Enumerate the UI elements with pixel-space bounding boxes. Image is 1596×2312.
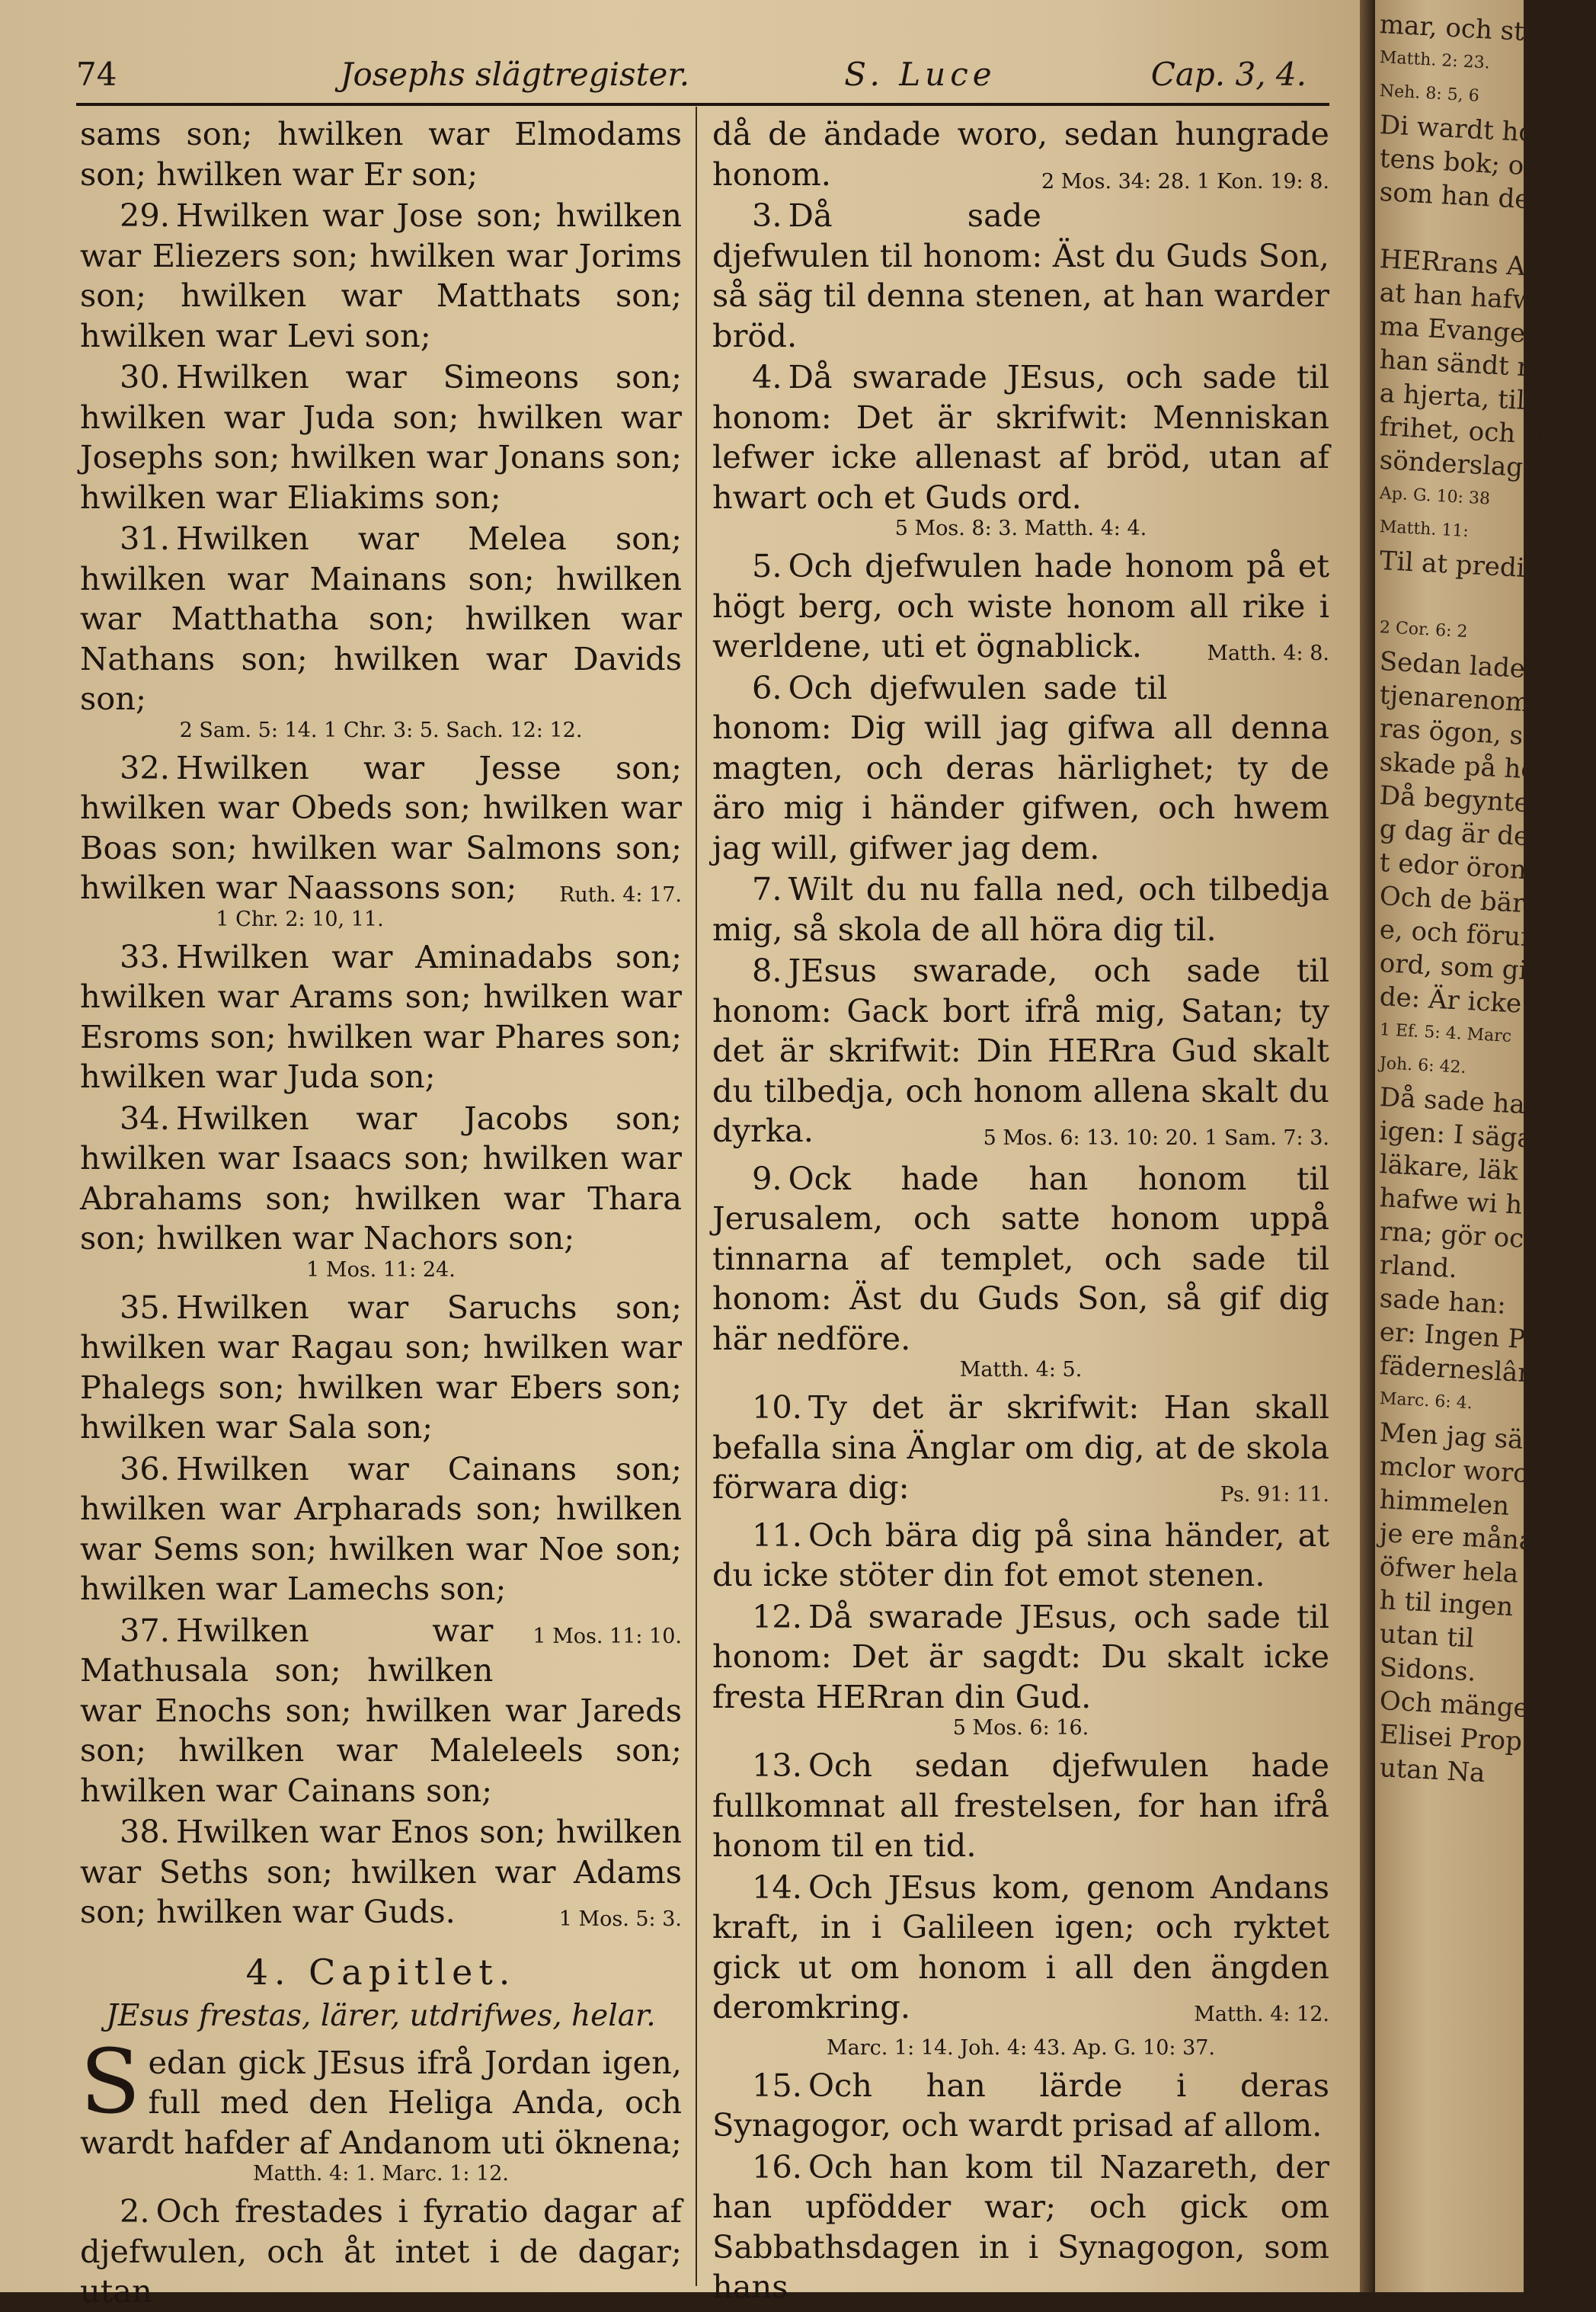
verse-text: Hwilken war Jesse son; hwilken war Obeds son; hwilken war Boas son; hwilken war Salmons son; hwilken war Naassons son; [80, 748, 682, 906]
verse-number: 12. [752, 1597, 802, 1635]
verse-10 [712, 1388, 1329, 1508]
adjacent-page [1375, 0, 1596, 2292]
verse-text: Hwilken war Cainans son; hwilken war Arpharads son; hwilken war Sems son; hwilken war Noe son; hwilken war Lamechs son; [80, 1449, 682, 1607]
cross-reference-inline: 5 Mos. 6: 13. 10: 20. 1 Sam. 7: 3. [983, 1126, 1329, 1150]
verse-number: 16. [752, 2147, 802, 2186]
verse-text: Och han kom til Nazareth, der han upfödder war; och gick om Sabbathsdagen in i Synagogon, som hans [712, 2147, 1329, 2305]
adjacent-page-line: Och de bäro h [1378, 881, 1566, 921]
adjacent-page-line: Då begynte ha [1378, 780, 1571, 821]
adjacent-page-line: ma Evangelium [1378, 311, 1584, 352]
verse-text: Wilt du nu falla ned, och tilbedja mig, så skola de all höra dig til. [712, 870, 1329, 948]
verse-text: Då swarade JEsus, och sade til honom: Det är skrifwit: Menniskan lefwer icke allenast af bröd, utan af hwart och et Guds ord. [712, 358, 1329, 516]
verse-4 [712, 357, 1329, 517]
adjacent-page-line: ras ögon, som [1378, 713, 1564, 754]
cross-reference: 5 Mos. 8: 3. Matth. 4: 4. [894, 517, 1147, 540]
verse-1 [80, 2030, 682, 2163]
adjacent-page-line: 2 Cor. 6: 2 [1379, 618, 1469, 642]
adjacent-page-line: Matth. 11: [1379, 517, 1470, 542]
verse-number: 33. [120, 937, 170, 975]
verse-text: Hwilken war Mathusala son; hwilken war Enochs son; hwilken war Jareds son; hwilken war Maleleels son; hwilken war Cainans son; [80, 1611, 682, 1809]
verse-text: Ty det är skrifwit: Han skall befalla sina Änglar om dig, at de skola förwara dig: [712, 1388, 1329, 1506]
adjacent-page-line: Joh. 6: 42. [1379, 1054, 1467, 1078]
page-number: 74 [76, 55, 117, 93]
adjacent-page-line: g dag är denna [1378, 814, 1579, 855]
adjacent-page-line: Til at predika [1378, 546, 1557, 586]
adjacent-page-line: Matth. 2: 23. [1379, 48, 1491, 73]
adjacent-page-line: HERrans Ande [1378, 244, 1575, 285]
adjacent-page-line: rland. [1378, 1250, 1458, 1285]
verse-number: 11. [752, 1516, 802, 1554]
verse-number: 3. [752, 197, 782, 234]
verse-number: 31. [120, 520, 170, 557]
adjacent-page-line: fäderneslând. [1378, 1350, 1560, 1391]
verse-text: Hwilken war Jose son; hwilken war Eliezers son; hwilken war Jorims son; hwilken war Matthats son; hwilken war Levi son; [80, 197, 682, 354]
verse-28-end: sams son; hwilken war Elmodams son; hwilken war Er son; [80, 115, 682, 193]
adjacent-page-line: h til ingen [1378, 1585, 1514, 1623]
verse-29 [80, 196, 682, 356]
verse-30 [80, 357, 682, 517]
verse-number: 10. [752, 1388, 802, 1426]
column-divider [696, 107, 697, 2286]
verse-number: 35. [120, 1288, 170, 1326]
adjacent-page-line: utan til [1378, 1619, 1475, 1654]
verse-text: då de ändade woro, sedan hungrade honom. [712, 115, 1329, 193]
header-book: S. Luce [844, 55, 996, 93]
verse-16 [712, 2147, 1329, 2307]
verse-text: Hwilken war Saruchs son; hwilken war Ragau son; hwilken war Phalegs son; hwilken war Ebers son; hwilken war Sala son; [80, 1288, 682, 1446]
verse-3 [712, 196, 1329, 356]
adjacent-page-line: Och mänge [1378, 1686, 1530, 1724]
verse-text: Och JEsus kom, genom Andans kraft, in i Galileen igen; och ryktet gick ut om honom i all den ängden deromkring. [712, 1868, 1329, 2025]
drop-cap: S [80, 2030, 141, 2134]
verse-number: 13. [752, 1747, 802, 1784]
adjacent-page-line: igen: I säga til [1378, 1116, 1569, 1156]
adjacent-page-line: at han hafwer [1378, 277, 1563, 318]
adjacent-page-line: ord, som gingo [1378, 948, 1577, 989]
verse-text: JEsus swarade, och sade til honom: Gack bort ifrå mig, Satan; ty det är skrifwit: Din HERra Gud skalt du tilbedja, och honom allena skalt du dyrka. [712, 952, 1329, 1149]
header-rule [76, 103, 1329, 106]
verse-text: Och bära dig på sina händer, at du icke stöter din fot emot stenen. [712, 1516, 1329, 1593]
verse-2 [80, 2192, 682, 2312]
adjacent-page-line: Di wardt honom [1378, 110, 1592, 152]
verse-38 [80, 1812, 682, 1933]
header-chapter: Cap. 3, 4. [1150, 55, 1307, 93]
verse-number: 29. [120, 197, 170, 234]
adjacent-page-line: sönderslagnom [1378, 445, 1581, 486]
verse-number: 14. [752, 1868, 802, 1906]
verse-12 [712, 1597, 1329, 1718]
left-column [80, 114, 682, 2310]
cross-reference-inline: 2 Mos. 34: 28. 1 Kon. 19: 8. [1041, 169, 1329, 194]
cross-reference-inline: Ps. 91: 11. [1220, 1483, 1329, 1507]
verse-number: 36. [120, 1449, 170, 1487]
chapter-heading: 4. Capitlet. [245, 1951, 517, 1993]
verse-text: Hwilken war Simeons son; hwilken war Juda son; hwilken war Josephs son; hwilken war Jonans son; hwilken war Eliakims son; [80, 358, 682, 516]
adjacent-page-line: frihet, och den [1378, 411, 1573, 453]
adjacent-page-line: Marc. 6: 4. [1379, 1389, 1473, 1414]
verse-text: Då swarade JEsus, och sade til honom: Det är sagdt: Du skalt icke fresta HERran din Gud. [712, 1597, 1329, 1715]
verse-13 [712, 1746, 1329, 1866]
cross-reference-inline: Matth. 4: 8. [1207, 642, 1329, 665]
adjacent-page-line: öfwer hela land [1378, 1551, 1585, 1593]
adjacent-page-line: sade han: [1378, 1283, 1507, 1321]
verse-15 [712, 2066, 1329, 2146]
verse-number: 7. [752, 870, 782, 908]
chapter-summary: JEsus frestas, lärer, utdrifwes, helar. [106, 1999, 656, 2033]
adjacent-page-line: t edor öron. [1378, 847, 1536, 886]
verse-11 [712, 1516, 1329, 1596]
adjacent-page-line: tjenarenom, och [1378, 680, 1594, 722]
adjacent-page-line: a hjerta, til [1378, 378, 1526, 416]
verse-31 [80, 519, 682, 719]
running-header [76, 47, 1329, 101]
verse-number: 15. [752, 2066, 802, 2104]
adjacent-page-line: Sedan lade han [1378, 646, 1583, 687]
adjacent-page-line: Neh. 8: 5, 6 [1379, 82, 1480, 106]
verse-7 [712, 869, 1329, 949]
verse-number: 2. [120, 2192, 150, 2230]
verse-2-end [712, 114, 1329, 194]
cross-reference: Matth. 4: 1. Marc. 1: 12. [253, 2162, 509, 2186]
verse-5 [712, 546, 1329, 667]
cross-reference: 1 Mos. 11: 24. [306, 1257, 456, 1282]
adjacent-page-line: läkare, läk di [1378, 1149, 1552, 1189]
adjacent-page-line: Ap. G. 10: 38 [1379, 484, 1491, 509]
verse-number: 4. [752, 358, 782, 395]
adjacent-page-line: som han det ru [1378, 177, 1579, 218]
adjacent-page-line: de: Är icke denn [1378, 981, 1596, 1023]
adjacent-page-line: Elisei Prop [1378, 1719, 1523, 1757]
book-gutter [1360, 0, 1375, 2292]
verse-text: Och han lärde i deras Synagogor, och wardt prisad af allom. [712, 2066, 1329, 2144]
cross-reference-inline: Ruth. 4: 17. [559, 883, 682, 907]
verse-text: Då sade djefwulen til honom: Äst du Guds Son, så säg til denna stenen, at han warder bröd. [712, 197, 1329, 354]
verse-text: Ock hade han honom til Jerusalem, och satte honom uppå tinnarna af templet, och sade til honom: Äst du Guds Son, så gif dig här nedföre. [712, 1159, 1329, 1357]
adjacent-page-line: Sidons. [1378, 1652, 1477, 1688]
verse-number: 34. [120, 1099, 170, 1137]
cross-reference: Matth. 4: 5. [959, 1358, 1083, 1382]
right-column [712, 114, 1329, 2305]
verse-8 [712, 951, 1329, 1151]
verse-number: 38. [120, 1813, 170, 1850]
verse-number: 6. [752, 668, 782, 706]
verse-text: Och sedan djefwulen hade fullkomnat all frestelsen, for han ifrå honom til en tid. [712, 1747, 1329, 1864]
adjacent-page-line: er: Ingen Pr [1378, 1317, 1539, 1356]
cross-reference-inline: 1 Mos. 5: 3. [558, 1907, 682, 1931]
adjacent-page-line: hafwe wi h [1378, 1183, 1524, 1221]
adjacent-page-line: mar, och stod [1378, 9, 1557, 50]
cross-reference: Marc. 1: 14. Joh. 4: 43. Ap. G. 10: 37. [826, 2035, 1216, 2060]
verse-6 [712, 668, 1329, 869]
adjacent-page-line: tens bok; och [1378, 143, 1556, 184]
verse-number: 8. [752, 952, 782, 989]
cross-reference: 2 Sam. 5: 14. 1 Chr. 3: 5. Sach. 12: 12. [179, 718, 583, 742]
verse-text: Och djefwulen sade til honom: Dig will jag gifwa all denna magten, och deras härlighet; ty de äro mig i händer gifwen, och hwem jag will, gifwer jag dem. [712, 668, 1329, 866]
adjacent-page-line: skade på honom [1378, 747, 1594, 789]
verse-14 [712, 1868, 1329, 2028]
cross-reference-inline: Matth. 4: 12. [1194, 2003, 1329, 2026]
verse-text: Och djefwulen hade honom på et högt berg, och wiste honom all rike i werldene, uti et ögnablick. [712, 547, 1329, 664]
cross-reference-inline: 1 Mos. 11: 10. [533, 1624, 682, 1648]
adjacent-page-line: Men jag säge [1378, 1417, 1556, 1458]
verse-number: 9. [752, 1159, 782, 1197]
verse-text: edan gick JEsus ifrå Jordan igen, full med den Heliga Anda, och wardt hafder af Andanom uti öknena; [80, 2043, 682, 2161]
verse-number: 32. [120, 748, 170, 786]
verse-number: 37. [120, 1611, 170, 1649]
adjacent-page-text [1375, 0, 1596, 1789]
adjacent-page-line: Då sade han [1378, 1082, 1543, 1122]
verse-9 [712, 1159, 1329, 1359]
verse-number: 30. [120, 358, 170, 395]
verse-number: 5. [752, 547, 782, 584]
adjacent-page-line: utan Na [1378, 1753, 1486, 1789]
verse-text: Hwilken war Melea son; hwilken war Mainans son; hwilken war Matthatha son; hwilken war Nathans son; hwilken war Davids son; [80, 520, 682, 717]
adjacent-page-line: 1 Ef. 5: 4. Marc [1379, 1020, 1512, 1047]
verse-35 [80, 1288, 682, 1448]
verse-text: Hwilken war Aminadabs son; hwilken war Arams son; hwilken war Esroms son; hwilken war Phares son; hwilken war Juda son; [80, 937, 682, 1095]
verse-32 [80, 748, 682, 908]
cross-reference: 1 Chr. 2: 10, 11. [216, 907, 384, 931]
verse-34 [80, 1099, 682, 1259]
adjacent-page-line: e, och förundra [1378, 914, 1583, 956]
verse-text: Hwilken war Enos son; hwilken war Seths son; hwilken war Adams son; hwilken war Guds. [80, 1813, 682, 1930]
cross-reference: 5 Mos. 6: 16. [952, 1716, 1089, 1740]
adjacent-page-line: himmelen [1378, 1484, 1511, 1522]
adjacent-page-line: han sändt mig, [1378, 344, 1576, 386]
adjacent-page-line: rna; gör ock [1378, 1216, 1540, 1255]
verse-33 [80, 937, 682, 1097]
verse-text: Och frestades i fyratio dagar af djefwulen, och åt intet i de dagar; utan [80, 2192, 682, 2310]
adjacent-page-line: mclor woro [1378, 1451, 1530, 1490]
verse-text: Hwilken war Jacobs son; hwilken war Isaacs son; hwilken war Abrahams son; hwilken war Thara son; hwilken war Nachors son; [80, 1099, 682, 1257]
adjacent-page-line: je ere månader [1378, 1518, 1580, 1559]
header-title: Josephs slägtregister. [340, 55, 690, 93]
